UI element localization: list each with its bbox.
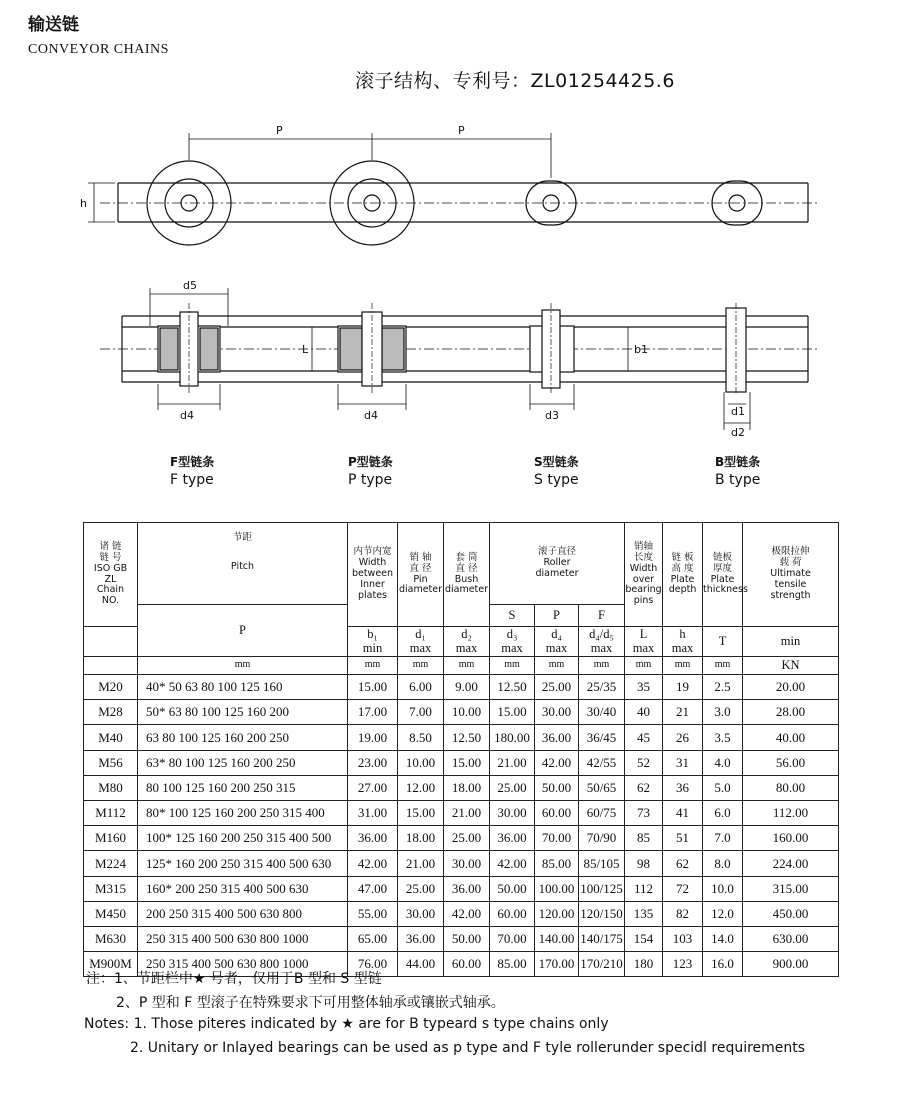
unit-chain — [84, 657, 138, 675]
table-cell: 15.00 — [398, 800, 444, 825]
table-cell: 19.00 — [348, 725, 398, 750]
table-cell: 50.00 — [490, 876, 535, 901]
table-cell: 82 — [663, 901, 703, 926]
table-cell: 52 — [625, 750, 663, 775]
table-cell: 36.00 — [490, 826, 535, 851]
table-cell: 21.00 — [490, 750, 535, 775]
table-cell: 70/90 — [579, 826, 625, 851]
sym-min: min — [743, 627, 839, 657]
table-cell: 170/210 — [579, 952, 625, 977]
table-cell: 98 — [625, 851, 663, 876]
dim-p-1: P — [276, 124, 283, 137]
table-cell: 8.0 — [703, 851, 743, 876]
table-cell: 12.50 — [490, 675, 535, 700]
table-cell: 25.00 — [398, 876, 444, 901]
table-cell: 85.00 — [535, 851, 579, 876]
sym-t: T — [703, 627, 743, 657]
unit-d3: mm — [490, 657, 535, 675]
table-cell: 50.00 — [535, 775, 579, 800]
table-cell: 15.00 — [444, 750, 490, 775]
sym-l: L max — [625, 627, 663, 657]
sym-b1: b₁ min — [348, 627, 398, 657]
table-cell: 41 — [663, 800, 703, 825]
table-cell: 100* 125 160 200 250 315 400 500 — [138, 826, 348, 851]
table-cell: M630 — [84, 926, 138, 951]
table-cell: 154 — [625, 926, 663, 951]
table-cell: 180 — [625, 952, 663, 977]
unit-d4d5: mm — [579, 657, 625, 675]
table-cell: 35 — [625, 675, 663, 700]
table-cell: 40.00 — [743, 725, 839, 750]
hdr-pin-diameter: 销 轴 直 径 Pin diameter — [398, 523, 444, 627]
table-cell: 25.00 — [490, 775, 535, 800]
table-cell: 7.0 — [703, 826, 743, 851]
table-cell: 21.00 — [398, 851, 444, 876]
table-cell: 60.00 — [490, 901, 535, 926]
table-cell: 76.00 — [348, 952, 398, 977]
table-cell: 63 80 100 125 160 200 250 — [138, 725, 348, 750]
table-cell: 16.0 — [703, 952, 743, 977]
table-cell: M80 — [84, 775, 138, 800]
dim-d4-f: d4 — [180, 409, 194, 422]
table-cell: 45 — [625, 725, 663, 750]
table-cell: 70.00 — [535, 826, 579, 851]
sym-chain — [84, 627, 138, 657]
dim-d2: d2 — [731, 426, 745, 439]
hdr-strength: 极限拉伸 载 荷 Ultimate tensile strength — [743, 523, 839, 627]
table-cell: 19 — [663, 675, 703, 700]
hdr-plate-depth: 链 板 高 度 Plate depth — [663, 523, 703, 627]
unit-l: mm — [625, 657, 663, 675]
dim-h: h — [80, 197, 87, 210]
unit-d2: mm — [444, 657, 490, 675]
table-cell: 450.00 — [743, 901, 839, 926]
table-row — [84, 876, 839, 901]
hdr-pitch: 节距 Pitch — [138, 523, 348, 605]
table-cell: 5.0 — [703, 775, 743, 800]
table-cell: 250 315 400 500 630 800 1000 — [138, 952, 348, 977]
unit-h: mm — [663, 657, 703, 675]
table-cell: 135 — [625, 901, 663, 926]
table-cell: 900.00 — [743, 952, 839, 977]
table-cell: 85/105 — [579, 851, 625, 876]
dim-l: L — [302, 343, 309, 356]
hdr-inner-width: 内节内宽 Width between Inner plates — [348, 523, 398, 627]
table-cell: M112 — [84, 800, 138, 825]
patent-number: 滚子结构、专利号：ZL01254425.6 — [355, 70, 675, 92]
type-label-s — [534, 453, 579, 488]
table-cell: 28.00 — [743, 700, 839, 725]
table-row — [84, 901, 839, 926]
unit-d4: mm — [535, 657, 579, 675]
table-cell: 50/65 — [579, 775, 625, 800]
table-cell: M28 — [84, 700, 138, 725]
table-cell: 30/40 — [579, 700, 625, 725]
table-cell: 30.00 — [444, 851, 490, 876]
hdr-pin-length: 销轴 长度 Width over bearing pins — [625, 523, 663, 627]
table-cell: 2.5 — [703, 675, 743, 700]
dim-d5: d5 — [183, 279, 197, 292]
table-cell: 123 — [663, 952, 703, 977]
table-cell: 25/35 — [579, 675, 625, 700]
table-cell: 23.00 — [348, 750, 398, 775]
spec-table — [83, 522, 839, 977]
table-cell: 120/150 — [579, 901, 625, 926]
table-cell: M450 — [84, 901, 138, 926]
sym-d4d5: d₄/d₅ max — [579, 627, 625, 657]
dim-d4-p: d4 — [364, 409, 378, 422]
table-cell: 17.00 — [348, 700, 398, 725]
table-cell: 30.00 — [398, 901, 444, 926]
table-cell: 65.00 — [348, 926, 398, 951]
table-row — [84, 750, 839, 775]
unit-b1: mm — [348, 657, 398, 675]
table-cell: M224 — [84, 851, 138, 876]
type-label-b — [715, 453, 760, 488]
table-cell: 80.00 — [743, 775, 839, 800]
table-cell: 12.00 — [398, 775, 444, 800]
table-cell: 36.00 — [398, 926, 444, 951]
table-cell: 42.00 — [490, 851, 535, 876]
table-cell: 103 — [663, 926, 703, 951]
table-cell: 18.00 — [398, 826, 444, 851]
table-cell: 27.00 — [348, 775, 398, 800]
table-row — [84, 826, 839, 851]
table-cell: 100/125 — [579, 876, 625, 901]
sub-p: P — [535, 605, 579, 627]
table-cell: 10.00 — [444, 700, 490, 725]
note-en-2: 2. Unitary or Inlayed bearings can be used as p type and F tyle rollerunder specidl requirements — [130, 1040, 806, 1056]
page-title-en: CONVEYOR CHAINS — [28, 42, 169, 57]
type-label-s-cn: S型链条 — [534, 455, 579, 469]
dim-p-2: P — [458, 124, 465, 137]
table-row — [84, 675, 839, 700]
table-cell: 60.00 — [535, 800, 579, 825]
table-cell: 4.0 — [703, 750, 743, 775]
table-cell: 47.00 — [348, 876, 398, 901]
table-cell: 62 — [663, 851, 703, 876]
table-cell: 62 — [625, 775, 663, 800]
side-view — [88, 133, 818, 245]
table-cell: 80* 100 125 160 200 250 315 400 — [138, 800, 348, 825]
table-cell: 42.00 — [444, 901, 490, 926]
table-row — [84, 851, 839, 876]
table-cell: 160* 200 250 315 400 500 630 — [138, 876, 348, 901]
table-cell: 125* 160 200 250 315 400 500 630 — [138, 851, 348, 876]
table-cell: 21.00 — [444, 800, 490, 825]
table-cell: 60/75 — [579, 800, 625, 825]
sub-s: S — [490, 605, 535, 627]
type-label-f — [170, 453, 214, 488]
plan-view — [100, 288, 820, 430]
table-cell: 50.00 — [444, 926, 490, 951]
chain-drawing — [0, 0, 900, 520]
table-row — [84, 800, 839, 825]
table-cell: 14.0 — [703, 926, 743, 951]
table-cell: 15.00 — [490, 700, 535, 725]
table-cell: 30.00 — [490, 800, 535, 825]
hdr-plate-thickness: 链板 厚度 Plate thickness — [703, 523, 743, 627]
type-label-b-en: B type — [715, 472, 761, 488]
table-cell: 112.00 — [743, 800, 839, 825]
table-cell: 120.00 — [535, 901, 579, 926]
table-cell: 36.00 — [535, 725, 579, 750]
table-cell: 3.5 — [703, 725, 743, 750]
hdr-chain-no: 诸 链 链 号 ISO GB ZL Chain NO. — [84, 523, 138, 627]
hdr-roller-diameter: 滚子直径 Roller diameter — [490, 523, 625, 605]
dim-d1: d1 — [731, 405, 745, 418]
table-cell: 85.00 — [490, 952, 535, 977]
table-cell: 72 — [663, 876, 703, 901]
hdr-bush-diameter: 套 筒 直 径 Bush diameter — [444, 523, 490, 627]
table-cell: 12.0 — [703, 901, 743, 926]
table-cell: 21 — [663, 700, 703, 725]
table-cell: 15.00 — [348, 675, 398, 700]
unit-d1: mm — [398, 657, 444, 675]
page-title-cn: 输送链 — [28, 15, 79, 35]
table-cell: 60.00 — [444, 952, 490, 977]
type-label-p — [348, 453, 393, 488]
table-cell: 73 — [625, 800, 663, 825]
table-cell: M900M — [84, 952, 138, 977]
type-label-f-en: F type — [170, 472, 214, 488]
type-label-p-en: P type — [348, 472, 393, 488]
sym-d3: d₃ max — [490, 627, 535, 657]
sym-d2: d₂ max — [444, 627, 490, 657]
table-cell: 80 100 125 160 200 250 315 — [138, 775, 348, 800]
table-cell: 25.00 — [535, 675, 579, 700]
sym-d4: d₄ max — [535, 627, 579, 657]
type-label-b-cn: B型链条 — [715, 455, 761, 469]
table-cell: 20.00 — [743, 675, 839, 700]
table-cell: 85 — [625, 826, 663, 851]
table-cell: 250 315 400 500 630 800 1000 — [138, 926, 348, 951]
unit-t: mm — [703, 657, 743, 675]
table-cell: 42.00 — [348, 851, 398, 876]
table-cell: 31.00 — [348, 800, 398, 825]
sym-p: P — [138, 605, 348, 657]
table-cell: 56.00 — [743, 750, 839, 775]
table-cell: 12.50 — [444, 725, 490, 750]
note-en-1: Notes: 1. Those piteres indicated by ★ are for B typeard s type chains only — [84, 1016, 609, 1032]
table-cell: 10.00 — [398, 750, 444, 775]
unit-pitch: mm — [138, 657, 348, 675]
note-cn-2: 2、P 型和 F 型滚子在特殊要求下可用整体轴承或镶嵌式轴承。 — [116, 995, 505, 1011]
table-cell: M20 — [84, 675, 138, 700]
sym-d1: d₁ max — [398, 627, 444, 657]
unit-kn: KN — [743, 657, 839, 675]
table-cell: 18.00 — [444, 775, 490, 800]
table-cell: M40 — [84, 725, 138, 750]
table-cell: 42.00 — [535, 750, 579, 775]
note-cn-1: 注：1、节距栏中★ 号者，仅用于B 型和 S 型链 — [86, 971, 382, 987]
table-cell: 25.00 — [444, 826, 490, 851]
table-cell: 6.00 — [398, 675, 444, 700]
table-cell: 6.0 — [703, 800, 743, 825]
table-row — [84, 926, 839, 951]
table-cell: M56 — [84, 750, 138, 775]
type-label-f-cn: F型链条 — [170, 455, 215, 469]
table-cell: 140.00 — [535, 926, 579, 951]
table-cell: 140/175 — [579, 926, 625, 951]
table-cell: 180.00 — [490, 725, 535, 750]
dim-b1: b1 — [634, 343, 648, 356]
table-cell: 40* 50 63 80 100 125 160 — [138, 675, 348, 700]
table-cell: M315 — [84, 876, 138, 901]
table-cell: 36.00 — [444, 876, 490, 901]
table-cell: 224.00 — [743, 851, 839, 876]
table-cell: 7.00 — [398, 700, 444, 725]
table-cell: 55.00 — [348, 901, 398, 926]
table-row — [84, 700, 839, 725]
table-cell: 8.50 — [398, 725, 444, 750]
table-cell: 36/45 — [579, 725, 625, 750]
table-cell: 51 — [663, 826, 703, 851]
table-cell: 36.00 — [348, 826, 398, 851]
table-cell: 100.00 — [535, 876, 579, 901]
table-cell: 9.00 — [444, 675, 490, 700]
table-cell: 30.00 — [535, 700, 579, 725]
table-cell: M160 — [84, 826, 138, 851]
table-cell: 31 — [663, 750, 703, 775]
table-cell: 10.0 — [703, 876, 743, 901]
table-cell: 63* 80 100 125 160 200 250 — [138, 750, 348, 775]
table-cell: 170.00 — [535, 952, 579, 977]
table-cell: 200 250 315 400 500 630 800 — [138, 901, 348, 926]
table-cell: 630.00 — [743, 926, 839, 951]
sub-f: F — [579, 605, 625, 627]
table-cell: 50* 63 80 100 125 160 200 — [138, 700, 348, 725]
sym-h: h max — [663, 627, 703, 657]
table-row — [84, 775, 839, 800]
dim-d3: d3 — [545, 409, 559, 422]
table-cell: 160.00 — [743, 826, 839, 851]
table-cell: 40 — [625, 700, 663, 725]
table-cell: 42/55 — [579, 750, 625, 775]
table-cell: 36 — [663, 775, 703, 800]
table-cell: 70.00 — [490, 926, 535, 951]
type-label-s-en: S type — [534, 472, 579, 488]
table-cell: 112 — [625, 876, 663, 901]
type-label-p-cn: P型链条 — [348, 455, 393, 469]
table-cell: 44.00 — [398, 952, 444, 977]
table-cell: 26 — [663, 725, 703, 750]
table-cell: 315.00 — [743, 876, 839, 901]
table-cell: 3.0 — [703, 700, 743, 725]
table-row — [84, 725, 839, 750]
